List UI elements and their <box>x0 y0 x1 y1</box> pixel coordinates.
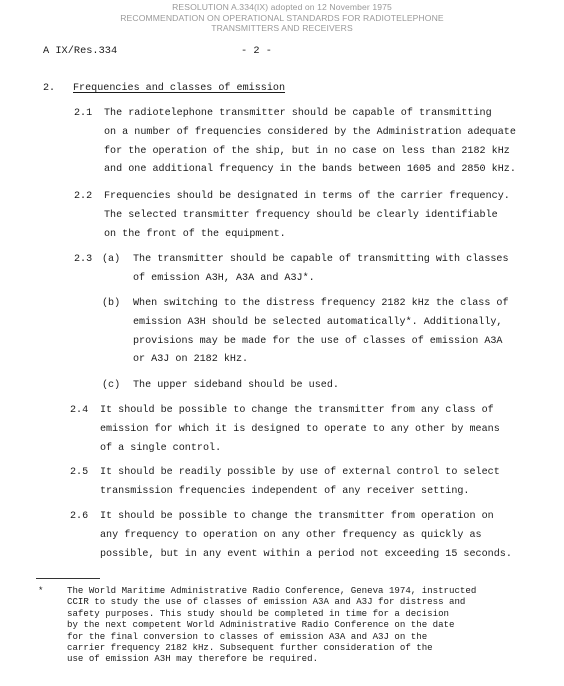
paragraph-line: When switching to the distress frequency 2182 kHz the class of <box>133 298 509 309</box>
paragraph-line: emission for which it is designed to operate to any other by means <box>100 423 500 435</box>
footnote-line: by the next competent World Administrative Radio Conference on the date <box>67 619 455 631</box>
paragraph-line: transmission frequencies independent of any receiver setting. <box>100 485 470 497</box>
subparagraph-label: (c) <box>102 380 121 391</box>
recommendation-title: RECOMMENDATION ON OPERATIONAL STANDARDS FOR RADIOTELEPHONE <box>120 12 444 23</box>
paragraph-line: of a single control. <box>100 442 222 454</box>
footnote-line: CCIR to study the use of classes of emission A3A and A3J for distress and <box>67 596 466 608</box>
paragraph-number: 2.4 <box>70 405 89 416</box>
paragraph-line: The transmitter should be capable of transmitting with classes <box>133 254 509 265</box>
recommendation-subtitle: TRANSMITTERS AND RECEIVERS <box>211 23 353 33</box>
footnote-marker: * <box>38 585 44 596</box>
paragraph-line: provisions may be made for the use of classes of emission A3A <box>133 335 503 347</box>
paragraph-line: The selected transmitter frequency should be clearly identifiable <box>104 209 498 221</box>
subparagraph-label: (b) <box>102 298 121 309</box>
paragraph-line: on a number of frequencies considered by the Administration adequate <box>104 126 516 138</box>
subparagraph-label: (a) <box>102 254 121 265</box>
paragraph-number: 2.1 <box>74 108 93 119</box>
page-number: - 2 - <box>241 45 272 57</box>
paragraph-line: for the operation of the ship, but in no case on less than 2182 kHz <box>104 145 510 157</box>
paragraph-line: It should be readily possible by use of external control to select <box>100 467 500 478</box>
paragraph-line: on the front of the equipment. <box>104 228 286 240</box>
paragraph-line: of emission A3H, A3A and A3J*. <box>133 272 315 284</box>
footnote-line: carrier frequency 2182 kHz. Subsequent further consideration of the <box>67 642 433 654</box>
footnote-line: use of emission A3H may therefore be required. <box>67 653 319 665</box>
paragraph-line: possible, but in any event within a period not exceeding 15 seconds. <box>100 548 512 560</box>
section-title: Frequencies and classes of emission <box>73 83 286 94</box>
paragraph-number: 2.2 <box>74 191 93 202</box>
footnote-line: The World Maritime Administrative Radio Conference, Geneva 1974, instructed <box>67 585 477 596</box>
paragraph-number: 2.3 <box>74 254 93 265</box>
footnote-line: safety purposes. This study should be completed in time for a decision <box>67 607 449 619</box>
footnote-divider <box>36 578 100 579</box>
paragraph-line: The radiotelephone transmitter should be capable of transmitting <box>104 108 492 119</box>
section-number: 2. <box>43 83 56 94</box>
paragraph-number: 2.6 <box>70 511 89 522</box>
paragraph-2-3-c <box>133 377 339 396</box>
paragraph-2-5 <box>100 464 500 502</box>
paragraph-number: 2.5 <box>70 467 89 478</box>
paragraph-2-3-a <box>133 251 509 289</box>
paragraph-2-2 <box>104 188 510 244</box>
paragraph-line: emission A3H should be selected automatically*. Additionally, <box>133 316 503 328</box>
paragraph-line: and one additional frequency in the bands between 1605 and 2850 kHz. <box>104 164 516 176</box>
paragraph-2-1 <box>104 105 516 180</box>
paragraph-line: or A3J on 2182 kHz. <box>133 354 249 366</box>
footnote-text <box>67 585 476 665</box>
document-reference: A IX/Res.334 <box>43 45 118 57</box>
paragraph-2-3-b <box>133 295 509 370</box>
paragraph-line: any frequency to operation on any other frequency as quickly as <box>100 529 482 541</box>
paragraph-line: Frequencies should be designated in terms of the carrier frequency. <box>104 191 510 202</box>
footnote-line: for the final conversion to classes of emission A3A and A3J on the <box>67 630 428 642</box>
paragraph-2-6 <box>100 508 512 564</box>
paragraph-line: The upper sideband should be used. <box>133 380 339 391</box>
paragraph-line: It should be possible to change the transmitter from operation on <box>100 511 494 522</box>
paragraph-2-4 <box>100 402 500 458</box>
resolution-header: RESOLUTION A.334(IX) adopted on 12 November 1975 <box>172 2 392 12</box>
paragraph-line: It should be possible to change the transmitter from any class of <box>100 405 494 416</box>
